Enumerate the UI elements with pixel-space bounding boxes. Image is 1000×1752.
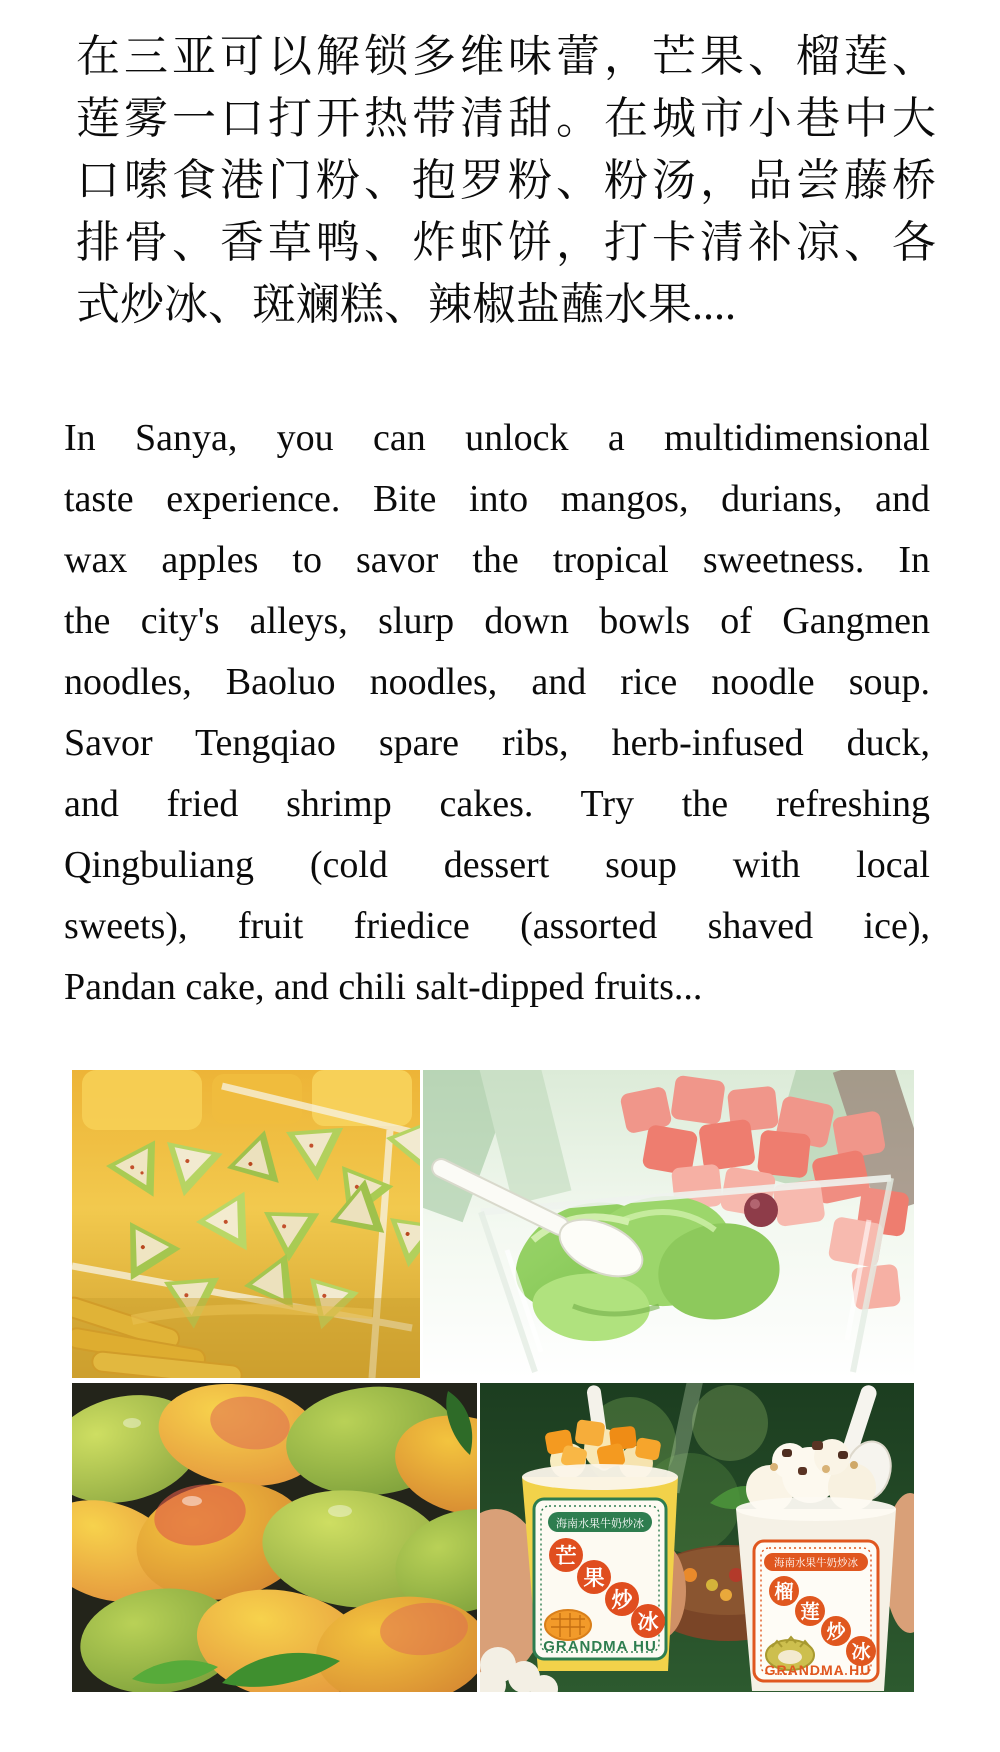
chinese-line: 口嗦食港门粉、抱罗粉、粉汤，品尝藤桥 bbox=[76, 156, 936, 205]
svg-text:果: 果 bbox=[583, 1567, 605, 1590]
english-paragraph bbox=[64, 408, 930, 1018]
svg-text:炒: 炒 bbox=[826, 1622, 846, 1643]
fried-ice-cups-illustration bbox=[480, 1383, 914, 1692]
photo-collage bbox=[72, 1070, 914, 1692]
chinese-line: 排骨、香草鸭、炸虾饼，打卡清补凉、各 bbox=[76, 218, 936, 267]
mangoes bbox=[72, 1383, 477, 1692]
photo-mango-pile bbox=[72, 1383, 477, 1692]
chinese-line: 式炒冰、斑斓糕、辣椒盐蘸水果.... bbox=[76, 280, 736, 329]
svg-text:芒: 芒 bbox=[555, 1545, 577, 1568]
svg-text:冰: 冰 bbox=[851, 1642, 871, 1663]
svg-text:冰: 冰 bbox=[637, 1611, 659, 1634]
brand-text: GRANDMA HU bbox=[764, 1662, 872, 1678]
english-line: In Sanya, you can unlock a multidimensional bbox=[64, 417, 930, 459]
chinese-line: 莲雾一口打开热带清甜。在城市小巷中大 bbox=[76, 94, 936, 143]
english-line: the city's alleys, slurp down bowls of Gangmen bbox=[64, 600, 930, 642]
label-banner-text: 海南水果牛奶炒冰 bbox=[556, 1518, 644, 1530]
cup-label bbox=[534, 1499, 666, 1659]
english-line: sweets), fruit friedice (assorted shaved ice), bbox=[64, 905, 930, 947]
cup-label bbox=[754, 1541, 878, 1681]
photo-guava-tray bbox=[72, 1070, 420, 1378]
photo-shaved-ice-bowl bbox=[423, 1070, 914, 1378]
mango-pile-illustration bbox=[72, 1383, 477, 1692]
english-line: Qingbuliang (cold dessert soup with local bbox=[64, 844, 930, 886]
svg-text:榴: 榴 bbox=[774, 1582, 794, 1603]
chinese-line: 在三亚可以解锁多维味蕾，芒果、榴莲、 bbox=[76, 32, 936, 81]
photo-fried-ice-cups bbox=[480, 1383, 914, 1692]
english-line: and fried shrimp cakes. Try the refreshing bbox=[64, 783, 930, 825]
svg-text:炒: 炒 bbox=[611, 1589, 633, 1612]
english-line: wax apples to savor the tropical sweetness. In bbox=[64, 539, 930, 581]
english-line: Savor Tengqiao spare ribs, herb-infused duck, bbox=[64, 722, 930, 764]
brand-text: GRANDMA HU bbox=[543, 1638, 657, 1655]
mango-illustration bbox=[545, 1610, 591, 1640]
english-line: noodles, Baoluo noodles, and rice noodle soup. bbox=[64, 661, 930, 703]
shaved-ice-bowl-illustration bbox=[423, 1070, 914, 1378]
english-line: Pandan cake, and chili salt-dipped fruits... bbox=[64, 966, 703, 1008]
svg-text:莲: 莲 bbox=[800, 1602, 820, 1623]
label-banner-text: 海南水果牛奶炒冰 bbox=[774, 1557, 858, 1569]
guava-tray-illustration bbox=[72, 1070, 420, 1378]
english-line: taste experience. Bite into mangos, durians, and bbox=[64, 478, 930, 520]
chinese-paragraph bbox=[0, 0, 1000, 336]
